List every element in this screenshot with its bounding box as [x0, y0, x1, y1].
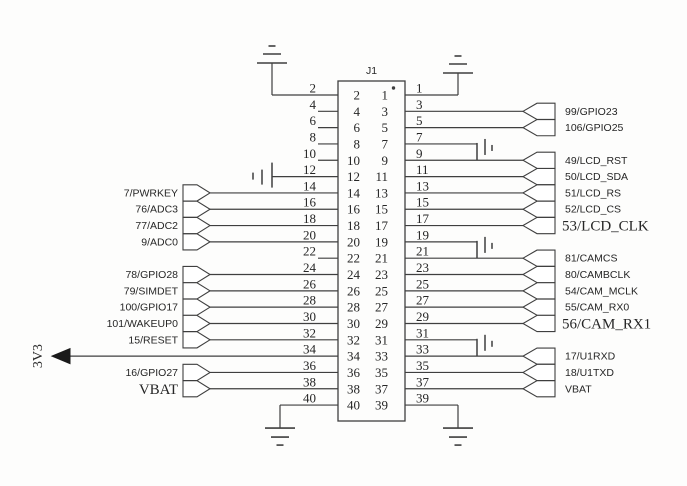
pin-number-inner-left: 40	[347, 397, 360, 413]
net-flag	[523, 299, 555, 315]
net-flag	[523, 185, 555, 201]
pin-number-inner-right: 27	[375, 299, 388, 315]
net-label: 49/LCD_RST	[565, 154, 628, 167]
pin-number-outer-right: 23	[416, 260, 429, 276]
pin-number-inner-left: 4	[353, 103, 360, 119]
pin-number-outer-left: 30	[303, 308, 316, 324]
pin-number-outer-left: 12	[303, 162, 316, 178]
pin-number-outer-left: 38	[303, 374, 316, 390]
pin-number-inner-right: 39	[375, 397, 388, 413]
net-label: 7/PWRKEY	[123, 187, 178, 200]
pin-number-outer-left: 2	[309, 80, 316, 96]
pin1-marker-dot	[392, 86, 395, 89]
pin-number-outer-left: 20	[303, 227, 316, 243]
pin-number-outer-right: 3	[416, 96, 423, 112]
pin-number-inner-right: 1	[381, 87, 388, 103]
net-label: 17/U1RXD	[565, 350, 616, 363]
pin-number-outer-right: 29	[416, 308, 429, 324]
pin-number-inner-left: 26	[347, 283, 360, 299]
net-flag	[183, 266, 210, 282]
pin-number-inner-right: 5	[381, 120, 388, 136]
pin-number-outer-left: 28	[303, 292, 316, 308]
pin-number-inner-left: 8	[353, 136, 360, 152]
net-label: 78/GPIO28	[125, 269, 178, 282]
pin-number-inner-right: 19	[375, 234, 388, 250]
pin-number-inner-left: 20	[347, 234, 360, 250]
net-label: 50/LCD_SDA	[565, 171, 629, 184]
pin-number-inner-left: 32	[347, 332, 360, 348]
pin-number-inner-right: 9	[381, 152, 388, 168]
net-flag	[183, 217, 210, 233]
net-flag	[523, 152, 555, 168]
net-label: 56/CAM_RX1	[562, 316, 652, 333]
pin-number-inner-right: 13	[375, 185, 388, 201]
pin-number-inner-left: 2	[353, 87, 360, 103]
net-flag	[523, 217, 555, 233]
net-flag	[523, 381, 555, 397]
pin-number-inner-left: 16	[347, 201, 360, 217]
pin-number-outer-right: 27	[416, 292, 429, 308]
pin-number-outer-right: 15	[416, 194, 429, 210]
net-label: 79/SIMDET	[123, 285, 178, 298]
pin-number-inner-right: 37	[375, 381, 388, 397]
net-label: 15/RESET	[128, 334, 178, 347]
power-net-label: 3V3	[31, 344, 46, 369]
pin-number-outer-left: 26	[303, 276, 316, 292]
pin-number-outer-left: 10	[303, 145, 316, 161]
net-label: VBAT	[565, 383, 592, 396]
pin-number-outer-right: 7	[416, 129, 423, 145]
pin-number-outer-left: 18	[303, 211, 316, 227]
pin-number-inner-right: 21	[375, 250, 388, 266]
pin-number-inner-right: 31	[375, 332, 388, 348]
pin-number-outer-right: 39	[416, 390, 429, 406]
pin-number-inner-left: 38	[347, 381, 360, 397]
pin-number-inner-right: 33	[375, 348, 388, 364]
pin-number-inner-right: 17	[375, 218, 388, 234]
pin-number-inner-right: 7	[381, 136, 388, 152]
pin-number-outer-left: 34	[303, 341, 316, 357]
power-arrow-3v3	[52, 349, 70, 364]
net-flag	[523, 201, 555, 217]
pin-number-outer-right: 13	[416, 178, 429, 194]
pin-number-inner-left: 12	[347, 169, 360, 185]
pin-number-outer-left: 6	[309, 113, 316, 129]
net-label: 18/U1TXD	[565, 366, 615, 379]
net-flag	[523, 103, 555, 119]
pin-number-inner-right: 11	[375, 169, 388, 185]
pin-number-outer-left: 4	[309, 96, 316, 112]
pin-number-inner-right: 23	[375, 267, 388, 283]
pin-number-inner-left: 30	[347, 315, 360, 331]
net-flag	[183, 364, 210, 380]
pin-number-outer-right: 31	[416, 325, 429, 341]
pin-number-inner-right: 29	[375, 315, 388, 331]
net-label: 9/ADC0	[141, 236, 178, 249]
net-label: 99/GPIO23	[565, 105, 618, 118]
net-flag	[183, 332, 210, 348]
pin-number-outer-left: 32	[303, 325, 316, 341]
pin-number-outer-left: 8	[309, 129, 316, 145]
net-label: 55/CAM_RX0	[565, 301, 630, 314]
net-label: 52/LCD_CS	[565, 203, 622, 216]
pin-number-outer-right: 1	[416, 80, 423, 96]
net-flag	[183, 201, 210, 217]
net-label: 76/ADC3	[135, 203, 178, 216]
net-flag	[183, 381, 210, 397]
pin-number-outer-left: 36	[303, 357, 316, 373]
pin-number-outer-right: 35	[416, 357, 429, 373]
pin-number-outer-right: 19	[416, 227, 429, 243]
net-flag	[183, 299, 210, 315]
connector-refdes: J1	[366, 65, 378, 77]
pin-number-inner-left: 36	[347, 364, 360, 380]
pin-number-outer-left: 16	[303, 194, 316, 210]
pin-number-inner-left: 34	[347, 348, 360, 364]
pin-number-outer-left: 40	[303, 390, 316, 406]
pin-number-inner-left: 14	[347, 185, 360, 201]
pin-number-outer-right: 11	[416, 162, 429, 178]
net-label: 80/CAMBCLK	[565, 269, 631, 282]
net-label: 77/ADC2	[135, 220, 178, 233]
net-label: 51/LCD_RS	[565, 187, 622, 200]
pin-number-inner-left: 24	[347, 267, 360, 283]
net-flag	[523, 315, 555, 331]
net-flag	[183, 315, 210, 331]
net-flag	[523, 266, 555, 282]
pin-number-inner-left: 22	[347, 250, 360, 266]
net-flag	[523, 169, 555, 185]
pin-number-inner-left: 6	[353, 120, 360, 136]
net-flag	[523, 283, 555, 299]
pin-number-outer-left: 14	[303, 178, 316, 194]
net-label: VBAT	[138, 381, 178, 398]
net-label: 16/GPIO27	[125, 366, 178, 379]
pin-number-outer-right: 9	[416, 145, 423, 161]
pin-number-outer-right: 17	[416, 211, 429, 227]
net-flag	[523, 348, 555, 364]
pin-number-outer-right: 33	[416, 341, 429, 357]
net-flag	[523, 364, 555, 380]
net-label: 53/LCD_CLK	[562, 218, 649, 235]
net-label: 54/CAM_MCLK	[565, 285, 638, 298]
pin-number-outer-left: 24	[303, 260, 316, 276]
pin-number-inner-left: 28	[347, 299, 360, 315]
pin-number-inner-right: 3	[381, 103, 388, 119]
pin-number-outer-left: 22	[303, 243, 316, 259]
net-flag	[523, 120, 555, 136]
net-label: 81/CAMCS	[565, 252, 618, 265]
pin-number-inner-left: 18	[347, 218, 360, 234]
net-label: 106/GPIO25	[565, 122, 624, 135]
net-flag	[523, 250, 555, 266]
pin-number-outer-right: 25	[416, 276, 429, 292]
net-flag	[183, 234, 210, 250]
pin-number-inner-left: 10	[347, 152, 360, 168]
pin-number-inner-right: 25	[375, 283, 388, 299]
net-flag	[183, 283, 210, 299]
net-label: 100/GPIO17	[119, 301, 178, 314]
pin-number-inner-right: 15	[375, 201, 388, 217]
pin-number-outer-right: 37	[416, 374, 429, 390]
pin-number-outer-right: 21	[416, 243, 429, 259]
pin-number-outer-right: 5	[416, 113, 423, 129]
pin-number-inner-right: 35	[375, 364, 388, 380]
net-label: 101/WAKEUP0	[106, 317, 178, 330]
net-flag	[183, 185, 210, 201]
